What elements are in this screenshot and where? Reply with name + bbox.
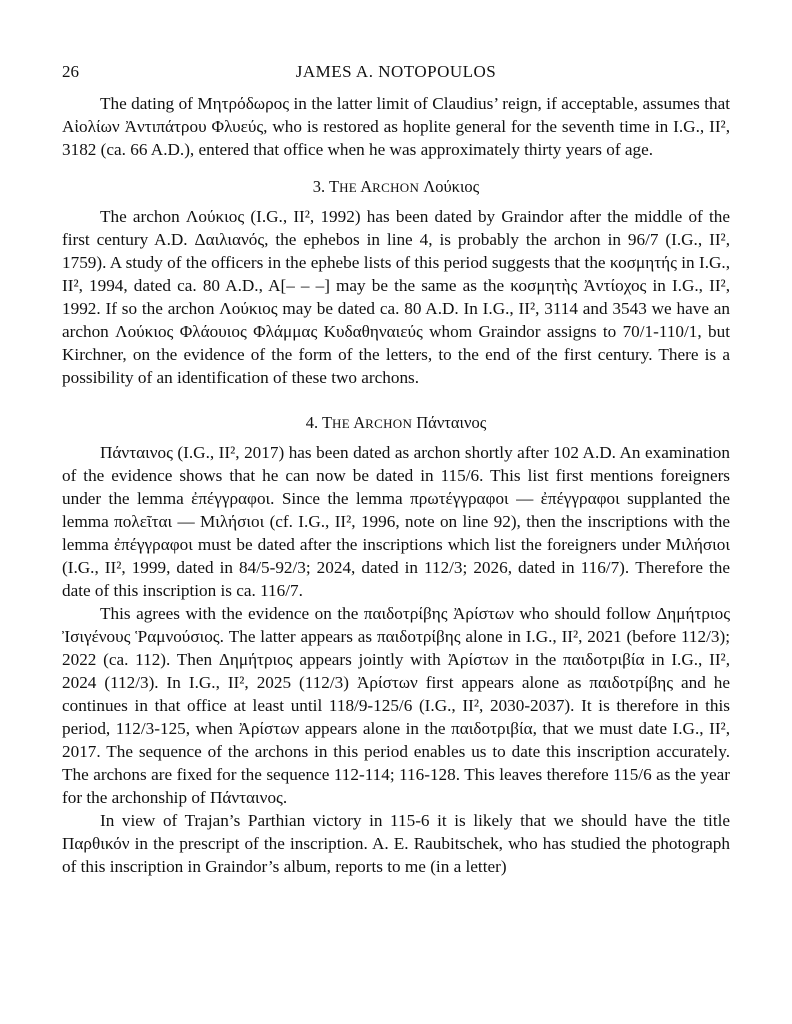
section-number: 4.: [305, 413, 319, 432]
section-greek-name: Λούκιος: [423, 177, 480, 196]
paragraph-metrodoros: The dating of Μητρόδωρος in the latter limit of Claudius’ reign, if acceptable, assumes that Αἰολίων Ἀντιπάτρου Φλυεύς, who is restored as hoplite general for the seventh time in I.G., II², 3182 (ca. 66 A.D.), entered that office when he was approximately thirty years of age.: [62, 94, 730, 159]
paragraph-pantainos: Πάνταινος (I.G., II², 2017) has been dated as archon shortly after 102 A.D. An examination of the evidence shows that he can now be dated in 115/6. This list first mentions foreigners under the lemma ἐπέγγραφοι. Since the lemma πρωτέγγραφοι — ἐπέγγραφοι supplanted the lemma πολεῖται — Μιλήσιοι (cf. I.G., II², 1996, note on line 92), then the inscriptions with the lemma ἐπέγγραφοι must be dated after the inscriptions which list the foreigners under Μιλήσιοι (I.G., II², 1999, dated in 84/5-92/3; 2024, dated in 112/3; 2026, dated in 116/7). Therefore the date of this inscription is ca. 116/7.: [62, 443, 730, 600]
section-number: 3.: [312, 177, 326, 196]
section-greek-name: Πάνταινος: [416, 413, 487, 432]
section-heading-3: 3. THE ARCHON Λούκιος: [312, 177, 480, 196]
section-heading-4: 4. THE ARCHON Πάνταινος: [305, 413, 487, 432]
page-header: [62, 56, 730, 84]
page: [62, 56, 730, 878]
running-head: JAMES A. NOTOPOULOS: [295, 62, 497, 81]
paragraph-parthian: In view of Trajan’s Parthian victory in 115-6 it is likely that we should have the title Παρθικόν in the prescript of the inscription. A. E. Raubitschek, who has studied the photograph of this inscription in Graindor’s album, reports to me (in a letter): [62, 811, 730, 876]
page-number: 26: [62, 62, 79, 81]
paragraph-loukios: The archon Λούκιος (I.G., II², 1992) has been dated by Graindor after the middle of the first century A.D. Δαιλιανός, the ephebos in line 4, is probably the archon in 96/7 (I.G., II², 1759). A study of the officers in the ephebe lists of this period suggests that the κοσμητής in I.G., II², 1994, dated ca. 80 A.D., A[– – –] may be the same as the κοσμητὴς Ἀντίοχος in I.G., II², 1992. If so the archon Λούκιος may be dated ca. 80 A.D. In I.G., II², 3114 and 3543 we have an archon Λούκιος Φλάουιος Φλάμμας Κυδαθηναιεύς whom Graindor assigns to 70/1-110/1, but Kirchner, on the evidence of the form of the letters, to the end of the first century. There is a possibility of an identification of these two archons.: [62, 207, 730, 387]
paragraph-paidotribes: This agrees with the evidence on the παιδοτρίβης Ἀρίστων who should follow Δημήτριος Ἰσιγένους Ῥαμνούσιος. The latter appears as παιδοτρίβης alone in I.G., II², 2021 (before 112/3); 2022 (ca. 112). Then Δημήτριος appears jointly with Ἀρίστων in the παιδοτριβία in I.G., II², 2024 (112/3). In I.G., II², 2025 (112/3) Ἀρίστων first appears alone as παιδοτρίβης and he continues in that office at least until 118/9-125/6 (I.G., II², 2030-2037). It is therefore in this period, 112/3-125, when Ἀρίστων appears alone in the παιδοτριβία, that we must date I.G., II², 2017. The sequence of the archons in this period enables us to date this inscription accurately. The archons are fixed for the sequence 112-114; 116-128. This leaves therefore 115/6 as the year for the archonship of Πάνταινος.: [62, 604, 730, 807]
